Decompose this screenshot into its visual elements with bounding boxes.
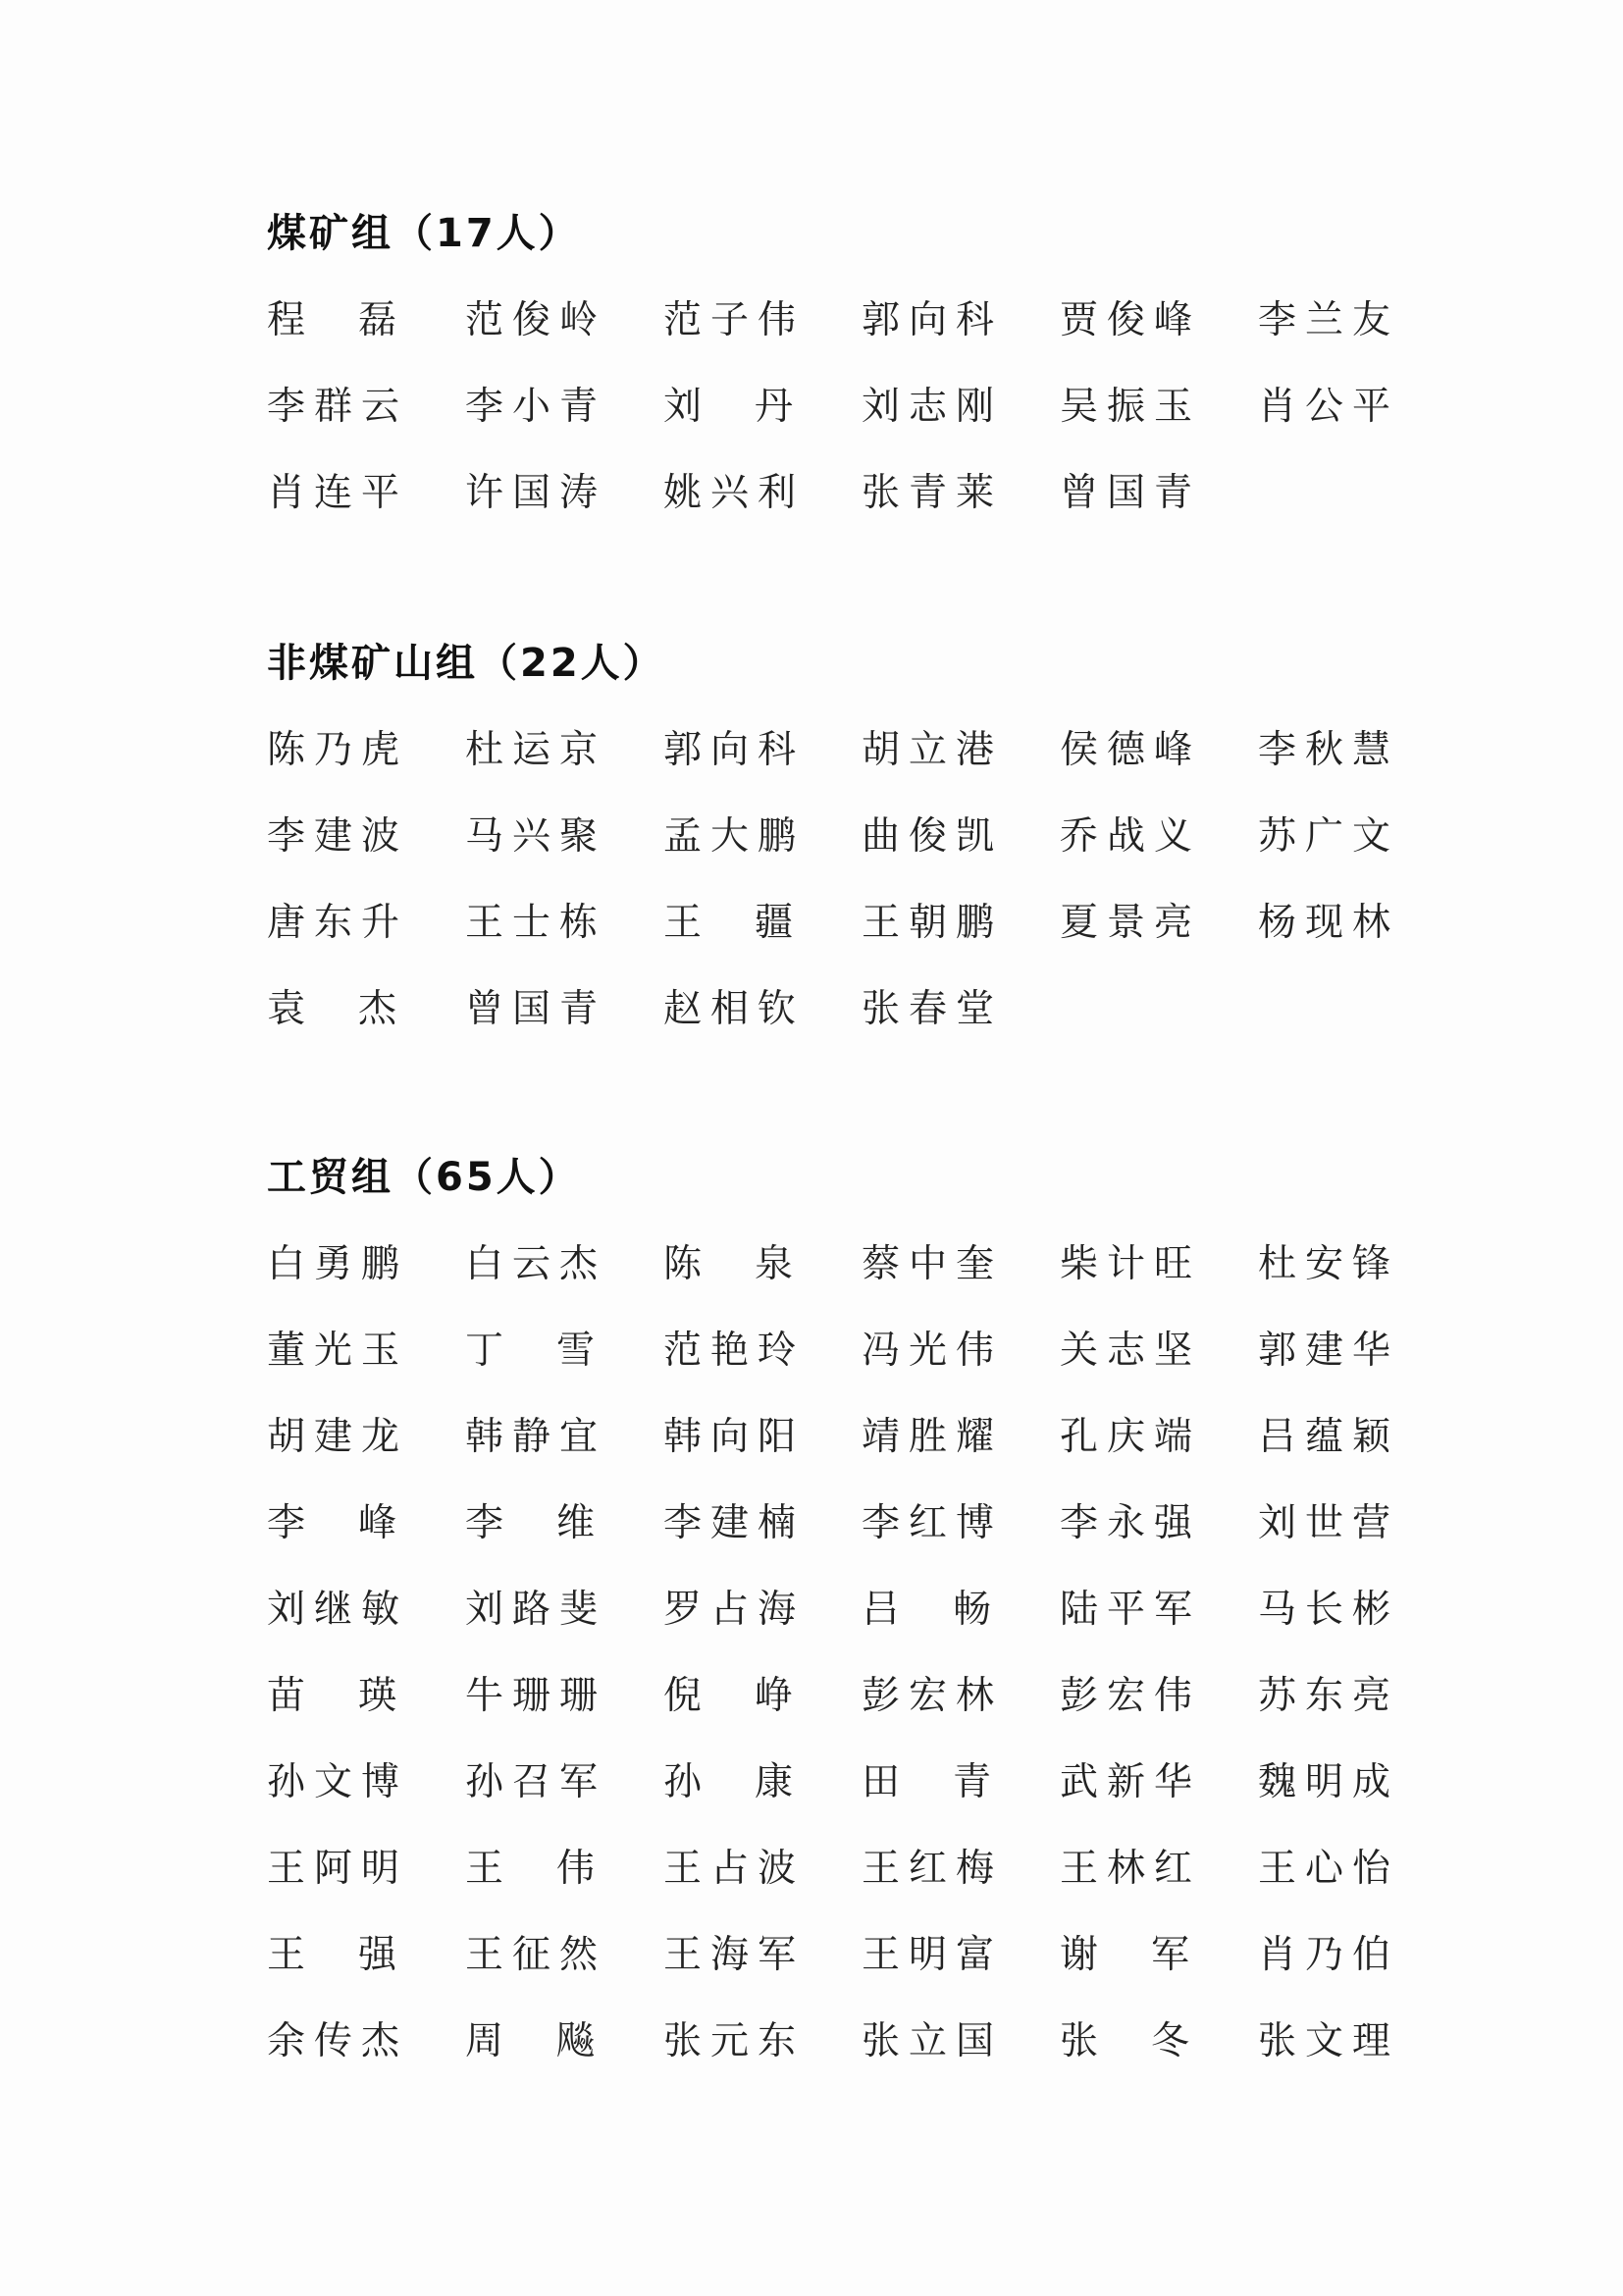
person-name: 冯光伟 [862,1329,1004,1373]
person-name: 杜安锋 [1258,1242,1400,1286]
person-name: 周 飚 [465,2019,595,2063]
person-name: 胡建龙 [267,1415,409,1459]
person-name: 郭向科 [862,298,1004,342]
person-name: 倪 峥 [663,1674,793,1718]
person-name: 张 冬 [1060,2019,1189,2063]
person-name: 马长彬 [1258,1588,1400,1632]
person-name: 王阿明 [267,1847,409,1891]
section-title: 工贸组（65人） [267,1155,581,1200]
person-name: 苗 瑛 [267,1674,396,1718]
person-name: 孙文博 [267,1760,409,1804]
name-grid [267,294,1425,520]
person-name: 孔庆端 [1060,1415,1202,1459]
person-name: 肖连平 [267,471,409,515]
person-name: 李兰友 [1258,298,1400,342]
person-name: 陈乃虎 [267,728,409,772]
name-grid [267,724,1425,1036]
person-name: 程 磊 [267,298,396,342]
section-coal-mine [267,206,1425,520]
person-name: 刘继敏 [267,1588,409,1632]
person-name: 牛珊珊 [465,1674,607,1718]
person-name: 杨现林 [1258,901,1400,945]
person-name: 吕蕴颖 [1258,1415,1400,1459]
person-name: 张文理 [1258,2019,1400,2063]
person-name: 胡立港 [862,728,1004,772]
person-name: 李 维 [465,1501,595,1545]
person-name: 刘世营 [1258,1501,1400,1545]
person-name: 王林红 [1060,1847,1202,1891]
person-name: 李永强 [1060,1501,1202,1545]
person-name: 李群云 [267,385,409,429]
person-name: 陈 泉 [663,1242,793,1286]
person-name: 郭向科 [663,728,806,772]
person-name: 夏景亮 [1060,901,1202,945]
person-name: 苏广文 [1258,814,1400,859]
person-name: 侯德峰 [1060,728,1202,772]
person-name: 王 伟 [465,1847,595,1891]
person-name: 孙召军 [465,1760,607,1804]
person-name: 柴计旺 [1060,1242,1202,1286]
person-name: 李小青 [465,385,607,429]
person-name: 田 青 [862,1760,991,1804]
person-name: 王士栋 [465,901,607,945]
person-name: 张立国 [862,2019,1004,2063]
person-name: 刘志刚 [862,385,1004,429]
person-name: 王海军 [663,1933,806,1977]
person-name: 余传杰 [267,2019,409,2063]
person-name: 范艳玲 [663,1329,806,1373]
person-name: 李 峰 [267,1501,396,1545]
person-name: 李秋慧 [1258,728,1400,772]
person-name: 王心怡 [1258,1847,1400,1891]
person-name: 王红梅 [862,1847,1004,1891]
person-name: 李建波 [267,814,409,859]
person-name: 吕 畅 [862,1588,991,1632]
person-name: 彭宏伟 [1060,1674,1202,1718]
person-name: 王 强 [267,1933,396,1977]
person-name: 贾俊峰 [1060,298,1202,342]
person-name: 魏明成 [1258,1760,1400,1804]
person-name: 蔡中奎 [862,1242,1004,1286]
person-name: 孙 康 [663,1760,793,1804]
person-name: 王征然 [465,1933,607,1977]
person-name: 肖乃伯 [1258,1933,1400,1977]
person-name: 董光玉 [267,1329,409,1373]
person-name: 袁 杰 [267,987,396,1031]
person-name: 李红博 [862,1501,1004,1545]
person-name: 武新华 [1060,1760,1202,1804]
person-name: 唐东升 [267,901,409,945]
person-name: 王占波 [663,1847,806,1891]
person-name: 许国涛 [465,471,607,515]
person-name: 白云杰 [465,1242,607,1286]
person-name: 罗占海 [663,1588,806,1632]
person-name: 刘路斐 [465,1588,607,1632]
person-name: 曾国青 [465,987,607,1031]
person-name: 靖胜耀 [862,1415,1004,1459]
person-name: 王 疆 [663,901,793,945]
person-name: 刘 丹 [663,385,793,429]
section-title: 煤矿组（17人） [267,211,581,256]
person-name: 曾国青 [1060,471,1202,515]
person-name: 范子伟 [663,298,806,342]
person-name: 李建楠 [663,1501,806,1545]
person-name: 张元东 [663,2019,806,2063]
person-name: 乔战义 [1060,814,1202,859]
person-name: 郭建华 [1258,1329,1400,1373]
person-name: 姚兴利 [663,471,806,515]
person-name: 韩静宜 [465,1415,607,1459]
person-name: 赵相钦 [663,987,806,1031]
person-name: 肖公平 [1258,385,1400,429]
person-name: 张春堂 [862,987,1004,1031]
name-grid [267,1238,1425,2068]
person-name: 杜运京 [465,728,607,772]
person-name: 张青莱 [862,471,1004,515]
person-name: 陆平军 [1060,1588,1202,1632]
person-name: 彭宏林 [862,1674,1004,1718]
person-name: 谢 军 [1060,1933,1189,1977]
person-name: 王明富 [862,1933,1004,1977]
person-name: 王朝鹏 [862,901,1004,945]
person-name: 曲俊凯 [862,814,1004,859]
person-name: 韩向阳 [663,1415,806,1459]
person-name: 苏东亮 [1258,1674,1400,1718]
section-title: 非煤矿山组（22人） [267,641,665,686]
person-name: 孟大鹏 [663,814,806,859]
section-non-coal-mine [267,636,1425,1036]
person-name: 马兴聚 [465,814,607,859]
person-name: 丁 雪 [465,1329,595,1373]
person-name: 关志坚 [1060,1329,1202,1373]
person-name: 吴振玉 [1060,385,1202,429]
person-name: 白勇鹏 [267,1242,409,1286]
section-industry-trade [267,1150,1425,2068]
person-name: 范俊岭 [465,298,607,342]
